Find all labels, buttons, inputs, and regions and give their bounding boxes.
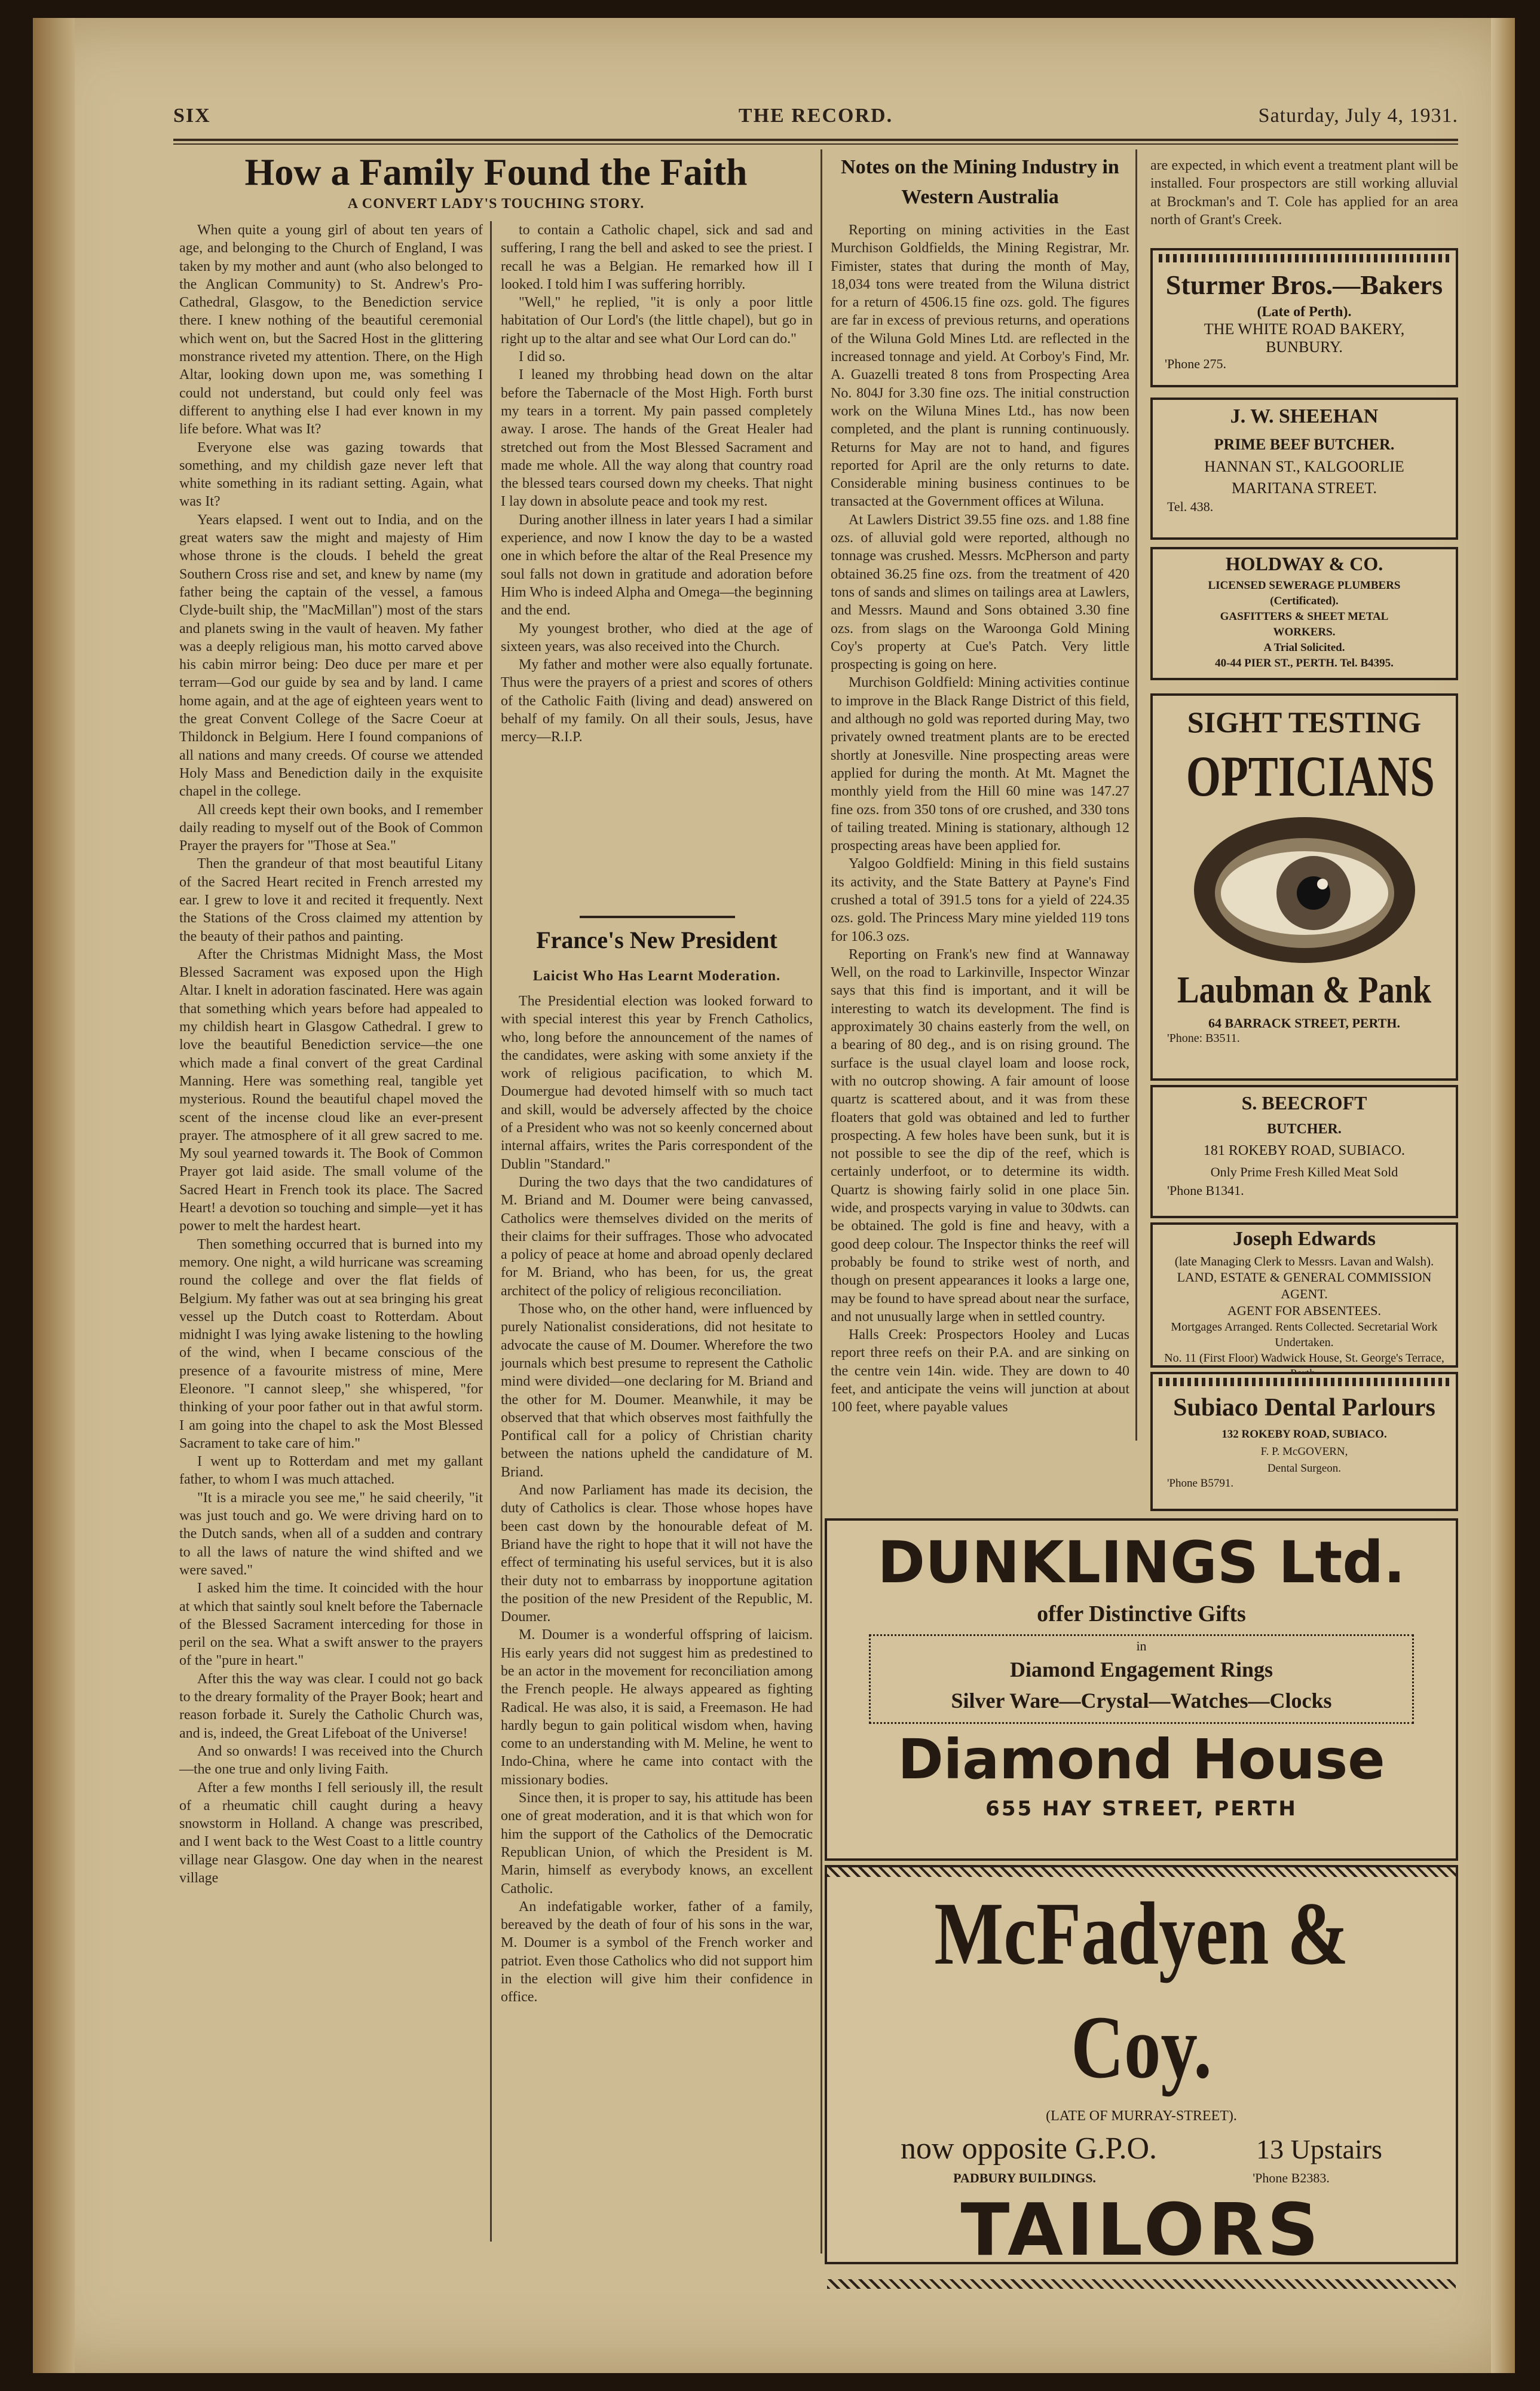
header-rule [173, 139, 1458, 141]
binding-edge [33, 18, 75, 2373]
mining-headline-line-1: Notes on the Mining Industry in [841, 156, 1119, 178]
eye-illustration [1191, 815, 1418, 965]
ad-address: 40-44 PIER ST., PERTH. Tel. B4395. [1215, 657, 1394, 669]
paragraph: Those who, on the other hand, were influenced by purely Nationalist considerations, did not hesitate to advocate the cause of M. Doumer. Wherefore the two journals which best presume to represent the Catholic mind were divided—one declaring for M. Briand and the other for M. Doumer. Meanwhile, it may be observed that that which observes most faithfully the Pontifical call for a policy of Christian charity between the nations upheld the candidature of M. Briand. [501, 1301, 813, 1480]
paragraph: At Lawlers District 39.55 fine ozs. and 1.88 fine ozs. of alluvial gold were reported, although no tonnage was crushed. Messrs. McPherson and party obtained 36.25 fine ozs. from the treatment of 420 tons of sands and slimes on tailings area at Lawlers, and Messrs. Maund and Sons obtained 3.30 fine ozs. from slags on the Waroonga Gold Mining Coy's property at Cue's Patch. Very little prospecting is going on here. [831, 512, 1129, 673]
ad-title: J. W. SHEEHAN [1230, 405, 1379, 427]
paragraph: I leaned my throbbing head down on the altar before the Tabernacle of the Most High. Forth burst my tears in a torrent. My pain passed completely away. I arose. The hands of the Great Healer had stretched out from the Most Blessed Sacrament and made me whole. All the way along that country road the blessed tears coursed down my cheeks. That night I lay down in absolute peace and took my rest. [501, 367, 813, 510]
column-divider [1135, 149, 1137, 1441]
paragraph: I did so. [519, 349, 565, 365]
ad-subiaco-dental [1150, 1372, 1458, 1511]
ad-row [827, 2128, 1456, 2170]
paragraph: My father and mother were also equally fortunate. Thus were the prayers of a priest and scores of others of the Catholic Faith (living and dead) answered on behalf of my family. On all their souls, Jesus, have mercy—R.I.P. [501, 657, 813, 745]
paragraph: After the Christmas Midnight Mass, the Most Blessed Sacrament was exposed upon the High Altar. I knelt in adoration fascinated. Here was again that something which years before had appealed to my childish heart in Glasgow Cathedral. I grew to love the beautiful Benediction service—the one which made a final convert of the great Cardinal Manning. Here was something real, tangible yet mysterious. Round the beautiful chapel moved the scent of the incense cloud like an ever-present prayer. The atmosphere of it all grew sacred to me. My soul yearned towards it. The Book of Common Prayer got laid aside. The small volume of the Sacred Heart in French took its place. The Sacred Heart! a devotion so touching and simple—yet it has power to melt the hardest heart. [179, 946, 483, 1234]
ad-text: (late Managing Clerk to Messrs. Lavan and Walsh). [1174, 1254, 1434, 1268]
ad-text: GASFITTERS & SHEET METAL [1220, 610, 1389, 623]
ad-phone: 'Phone: B3511. [1167, 1032, 1240, 1045]
ad-headline: Diamond House [898, 1727, 1385, 1791]
ad-border-ornament [827, 1867, 1456, 1877]
paragraph: My youngest brother, who died at the age of sixteen years, was also received into the Church. [501, 620, 813, 655]
paragraph: When quite a young girl of about ten years of age, and belonging to the Church of England, I was taken by my mother and aunt (who also belonged to the Anglican Community) to St. Andrew's Pro-Cathedral, Glasgow, to the Benediction service there. I knew nothing of the beautiful ceremonial which went on, but the Sacred Host in the glittering monstrance riveted my attention. There, on the High Altar, looking down upon me, was something I could not understand, but could only feel was different to anything else I had ever known in my life before. What was It? [179, 222, 483, 438]
ad-text: BUTCHER. [1267, 1121, 1342, 1137]
paragraph: After a few months I fell seriously ill, the result of a rheumatic chill caught during a heavy snowstorm in Holland. A change was prescribed, and I went back to the West Coast to a little country village near Glasgow. One day when in the nearest village [179, 1780, 483, 1886]
paragraph: "Well," he replied, "it is only a poor little habitation of Our Lord's (the little chapel), but go in right up to the altar and see what Our Lord can do." [501, 295, 813, 347]
ad-text: offer Distinctive Gifts [1037, 1601, 1246, 1626]
ad-inner-box [869, 1634, 1414, 1724]
ad-text: Only Prime Fresh Killed Meat Sold [1210, 1164, 1398, 1179]
ad-title: DUNKLINGS Ltd. [877, 1529, 1406, 1596]
paragraph: During another illness in later years I had a similar experience, and now I know the day to be a wasted one in which before the altar of the Real Presence my soul falls not down in gratitude and adoration before Him Who is indeed Alpha and Omega—the beginning and the end. [501, 512, 813, 619]
ad-address: 655 HAY STREET, PERTH [985, 1797, 1297, 1821]
paragraph: Years elapsed. I went out to India, and on the great waters saw the might and majesty of Him whose throne is the clouds. I beheld the great Southern Cross rise and set, and knew by name (my father being the captain of the vessel, a famous Clyde-built ship, the "MacMillan") most of the stars and planets swing in the vault of heaven. My father was a deeply religious man, his motto carved above his cabin mirror being: Deo duce per mare et per terram—God our guide by sea and by land. I came home again, and at the age of eighteen years went to the great Convent College of the Sacre Coeur at Thildonck in Belgium. Here I found companions of all nations and many creeds. Of course we attended Holy Mass and Benediction daily in the exquisite chapel in the college. [179, 512, 483, 800]
france-subheadline: Laicist Who Has Learnt Moderation. [532, 968, 781, 984]
ad-dunklings-diamond-house [825, 1518, 1458, 1861]
mining-headline-line-2: Western Australia [901, 186, 1059, 208]
ad-border-ornament [827, 2279, 1456, 2289]
mining-headline [831, 152, 1129, 212]
paragraph: After this the way was clear. I could not go back to the dreary formality of the Prayer Book; heart and reason forbade it. Surely the Catholic Church was, and is, indeed, the Great Lifeboat of the Universe! [179, 1671, 483, 1741]
ad-address: 64 BARRACK STREET, PERTH. [1208, 1016, 1400, 1031]
ad-title: Sturmer Bros.—Bakers [1165, 270, 1443, 300]
ad-text: PADBURY BUILDINGS. [953, 2170, 1096, 2185]
ad-title: Joseph Edwards [1232, 1228, 1376, 1250]
eye-icon [1191, 815, 1418, 965]
ad-text: Dental Surgeon. [1267, 1462, 1342, 1475]
ad-headline: OPTICIANS [1186, 744, 1435, 808]
ad-address: No. 11 (First Floor) Wadwick House, St. George's Terrace, [1164, 1352, 1444, 1365]
page-edge-shadow [1491, 18, 1515, 2373]
page-number: SIX [173, 105, 211, 127]
paragraph: Murchison Goldfield: Mining activities continue to improve in the Black Range District of this field, and although no gold was reported during May, two privately owned treatment plants are to be erected shortly at Jonesville. Nine prospecting areas were applied for during the month. At Mt. Magnet the monthly yield from the Hill 60 mine was 147.27 fine ozs. from 350 tons of ore crushed, and 330 tons of tailing treated. Mining is stationary, although 12 prospecting areas have been applied for. [831, 675, 1129, 854]
paragraph: Everyone else was gazing towards that something, and my childish gaze never left that white something in its radiant setting. Again, what was It? [179, 439, 483, 510]
paragraph: And now Parliament has made its decision, the duty of Catholics is clear. Those whose hopes have been cast down by the honourable defeat of M. Briand have the right to hope that it will not have the effect of terminating his useful services, but it is also their duty not to embarrass by inopportune agitation the position of the new President of the Republic, M. Doumer. [501, 1482, 813, 1625]
ad-text: A Trial Solicited. [1263, 641, 1345, 654]
ad-text: AGENT FOR ABSENTEES. [1227, 1303, 1381, 1318]
article-column-2 [501, 221, 813, 909]
mining-article-body [831, 221, 1129, 1429]
ad-phone: Tel. 438. [1167, 499, 1214, 514]
article-headline: How a Family Found the Faith [244, 151, 748, 193]
column-divider [820, 149, 822, 2254]
ad-border-ornament [1159, 254, 1450, 262]
france-article-body [501, 992, 813, 2242]
paragraph: And so onwards! I was received into the Church—the one true and only living Faith. [179, 1743, 483, 1778]
ad-sturmer-bakers [1150, 248, 1458, 387]
ad-text: WORKERS. [1273, 626, 1336, 638]
ad-mcfadyen-tailors [825, 1865, 1458, 2272]
ad-text: (Late of Perth). [1257, 304, 1352, 320]
paragraph: During the two days that the two candidatures of M. Briand and M. Doumer were being canvassed, Catholics were themselves divided on the merits of their claims for their suffrages. Those who advocated a policy of peace at home and abroad openly declared for M. Briand, who has been, for us, the great architect of the policy of religious reconciliation. [501, 1174, 813, 1299]
ad-text: LAND, ESTATE & GENERAL COMMISSION AGENT. [1177, 1270, 1432, 1301]
ad-phone: 'Phone B5791. [1167, 1477, 1234, 1490]
ad-row [827, 2170, 1456, 2186]
ad-sheehan-butcher [1150, 398, 1458, 540]
ad-text: LICENSED SEWERAGE PLUMBERS [1208, 579, 1401, 592]
paragraph: Yalgoo Goldfield: Mining in this field sustains its activity, and the State Battery at Payne's Find crushed a total of 391.5 tons for a yield of 224.35 ozs. gold. The Princess Mary mine yielded 119 tons for 106.3 ozs. [831, 856, 1129, 944]
ad-text: 132 ROKEBY ROAD, SUBIACO. [1221, 1428, 1387, 1441]
paragraph: to contain a Catholic chapel, sick and sad and suffering, I rang the bell and asked to see the priest. I recall he was a Belgian. He remarked how ill I looked. I told him I was suffering horribly. [501, 222, 813, 292]
ad-phone: 'Phone 275. [1165, 356, 1226, 371]
paragraph: "It is a miracle you see me," he said cheerily, "it was just touch and go. We were driving hard on to the Dutch sands, when all of a sudden and contrary to all the laws of nature the wind shifted and we were saved." [179, 1490, 483, 1578]
france-headline: France's New President [536, 927, 777, 953]
ad-text: (Certificated). [1270, 595, 1339, 607]
paragraph: I went up to Rotterdam and met my gallant father, to whom I was much attached. [179, 1454, 483, 1488]
ad-business-name: Laubman & Pank [1177, 968, 1432, 1011]
ad-text: THE WHITE ROAD BAKERY, [1204, 320, 1405, 338]
newspaper-name: THE RECORD. [738, 105, 893, 127]
ad-text: BUNBURY. [1266, 338, 1343, 356]
ad-top-line: SIGHT TESTING [1187, 705, 1422, 739]
ad-headline: TAILORS [960, 2189, 1322, 2272]
ad-text: in [1136, 1638, 1147, 1653]
paragraph: All creeds kept their own books, and I remember daily reading to myself out of the Book of Common Prayer the prayers for "Those at Sea." [179, 802, 483, 854]
ad-phone: 'Phone B2383. [1253, 2170, 1330, 2185]
paragraph: Since then, it is proper to say, his attitude has been one of great moderation, and it is that which won for him the support of the Catholics of the Democratic Republican Union, of which the President is M. Marin, himself as everybody knows, an excellent Catholic. [501, 1790, 813, 1897]
ad-text: (LATE OF MURRAY-STREET). [1046, 2108, 1237, 2124]
article-subheadline: A CONVERT LADY'S TOUCHING STORY. [347, 196, 645, 212]
ad-beecroft-butcher [1150, 1085, 1458, 1218]
paragraph: An indefatigable worker, father of a family, bereaved by the death of four of his sons in the war, M. Doumer is a symbol of the French worker and patriot. Even those Catholics who did not support him in the election will give him their confidence in office. [501, 1898, 813, 2005]
ad-laubman-pank-opticians [1150, 693, 1458, 1081]
column-divider [490, 221, 492, 2242]
issue-date: Saturday, July 4, 1931. [1258, 105, 1458, 127]
ad-phone: 'Phone B1341. [1167, 1183, 1244, 1198]
ad-holdway-plumbers [1150, 547, 1458, 680]
ad-border-ornament [1159, 1378, 1450, 1386]
ad-title: S. BEECROFT [1241, 1092, 1367, 1114]
ad-text: Diamond Engagement Rings [1009, 1658, 1273, 1681]
ad-text: F. P. McGOVERN, [1260, 1445, 1348, 1458]
paragraph: M. Doumer is a wonderful offspring of laicism. His early years did not suggest him as predestined to be an actor in the movement for reconciliation among the French people. He always appeared as fighting Radical. He was also, it is said, a Freemason. He had hardly begun to gain political wisdom when, having come to an understanding with M. Meline, he went to Indo-China, where he came into contact with the missionary bodies. [501, 1627, 813, 1788]
ad-text: HANNAN ST., KALGOORLIE [1204, 458, 1404, 475]
ad-text: now opposite G.P.O. [901, 2132, 1158, 2166]
paragraph: Reporting on Frank's new find at Wannaway Well, on the road to Larkinville, Inspector Winzar says that this find is important, and it will be interesting to watch its development. The find is approximately 30 chains easterly from the well, on a bearing of 80 deg., and is on rising ground. The surface is the usual clayel loam and loose rock, with no outcrop showing. A fair amount of loose quartz is scattered about, and it was from these floaters that gold was obtained and led to further prospecting. A few holes have been sunk, but it is not possible to see the dip of the reef, which is certainly underfoot, or to determine its width. Quartz is showing fairly solid in one place 5in. wide, and prospects varying in value to 30dwts. can be obtained. The gold is fine and heavy, with a good deep colour. The Inspector thinks the reef will probably be found to strike west of north, and though on present appearances it looks a large one, may be found to have spread about near the surface, and not unusually large when in settled country. [831, 946, 1129, 1325]
article-column-1 [179, 221, 483, 2236]
paragraph: Reporting on mining activities in the East Murchison Goldfields, the Mining Registrar, Mr. Fimister, states that during the month of May, 18,034 tons were treated from the Wiluna district for a return of 4506.15 fine ozs. gold. The figures are far in excess of previous returns, and operations of the Wiluna Gold Mines Ltd. are reflected in the increased tonnage and yield. At Corboy's Find, Mr. A. Guazelli treated 8 tons from Prospecting Area No. 804J for 3.30 fine ozs. The initial construction work on the Wiluna Mines Ltd., has now been completed, and the plant is running continuously. Returns for May are not to hand, and figures reported for April are the only returns to date. Considerable mining business continues to be transacted at the Government offices at Wiluna. [831, 222, 1129, 510]
ad-joseph-edwards-agent [1150, 1222, 1458, 1368]
section-rule [580, 916, 735, 918]
ad-text: 181 ROKEBY ROAD, SUBIACO. [1203, 1143, 1406, 1158]
paragraph: Then the grandeur of that most beautiful Litany of the Sacred Heart recited in French arrested my ear. I grew to love it and recited it frequently. Next the Stations of the Cross claimed my attention by the beauty of their pathos and painting. [179, 856, 483, 944]
paragraph: I asked him the time. It coincided with the hour at which that saintly soul knelt before the Tabernacle of the Blessed Sacrament interceding for those in peril on the sea. What a swift answer to the prayers of the "pure in heart." [179, 1580, 483, 1669]
page-header [173, 105, 1458, 140]
ad-text: PRIME BEEF BUTCHER. [1214, 436, 1395, 453]
ad-text: Silver Ware—Crystal—Watches—Clocks [951, 1689, 1332, 1713]
ad-title: McFadyen & Coy. [934, 1884, 1349, 2097]
ad-text: Mortgages Arranged. Rents Collected. Secretarial Work Undertaken. [1171, 1320, 1438, 1349]
paragraph: The Presidential election was looked forward to with special interest this year by French Catholics, who, long before the announcement of the names of the candidates, were asking with some anxiety if the work of religious pacification, to which M. Doumergue had devoted himself with so much tact and skill, would be adversely affected by the choice of a President who was not so keenly concerned about internal affairs, writes the Paris correspondent of the Dublin "Standard." [501, 993, 813, 1172]
ad-text: 13 Upstairs [1256, 2134, 1382, 2164]
ad-title: Subiaco Dental Parlours [1173, 1394, 1435, 1421]
ad-text: MARITANA STREET. [1232, 479, 1377, 497]
mining-continuation: are expected, in which event a treatment plant will be installed. Four prospectors are still working alluvial at Brockman's and T. Cole has applied for an area north of Grant's Creek. [1150, 158, 1458, 228]
paragraph: Halls Creek: Prospectors Hooley and Lucas report three reefs on their P.A. and are sinking on the centre vein 14in. wide. They are down to 40 feet, and anticipate the veins will junction at about 100 feet, where payable values [831, 1327, 1129, 1415]
paragraph: Then something occurred that is burned into my memory. One night, a wild hurricane was screaming round the college and over the flat fields of Belgium. My father was out at sea bringing his great vessel up the Dutch coast to Rotterdam. About midnight I was lying awake listening to the howling of the wind, when I became conscious of the presence of a favourite mistress of mine, Mere Eleonore. "I cannot sleep," she whispered, "for thinking of your poor father out in that awful storm. I am going into the chapel to ask the Most Blessed Sacrament to take care of him." [179, 1236, 483, 1451]
header-rule-thin [173, 143, 1458, 145]
ad-title: HOLDWAY & CO. [1225, 553, 1383, 574]
